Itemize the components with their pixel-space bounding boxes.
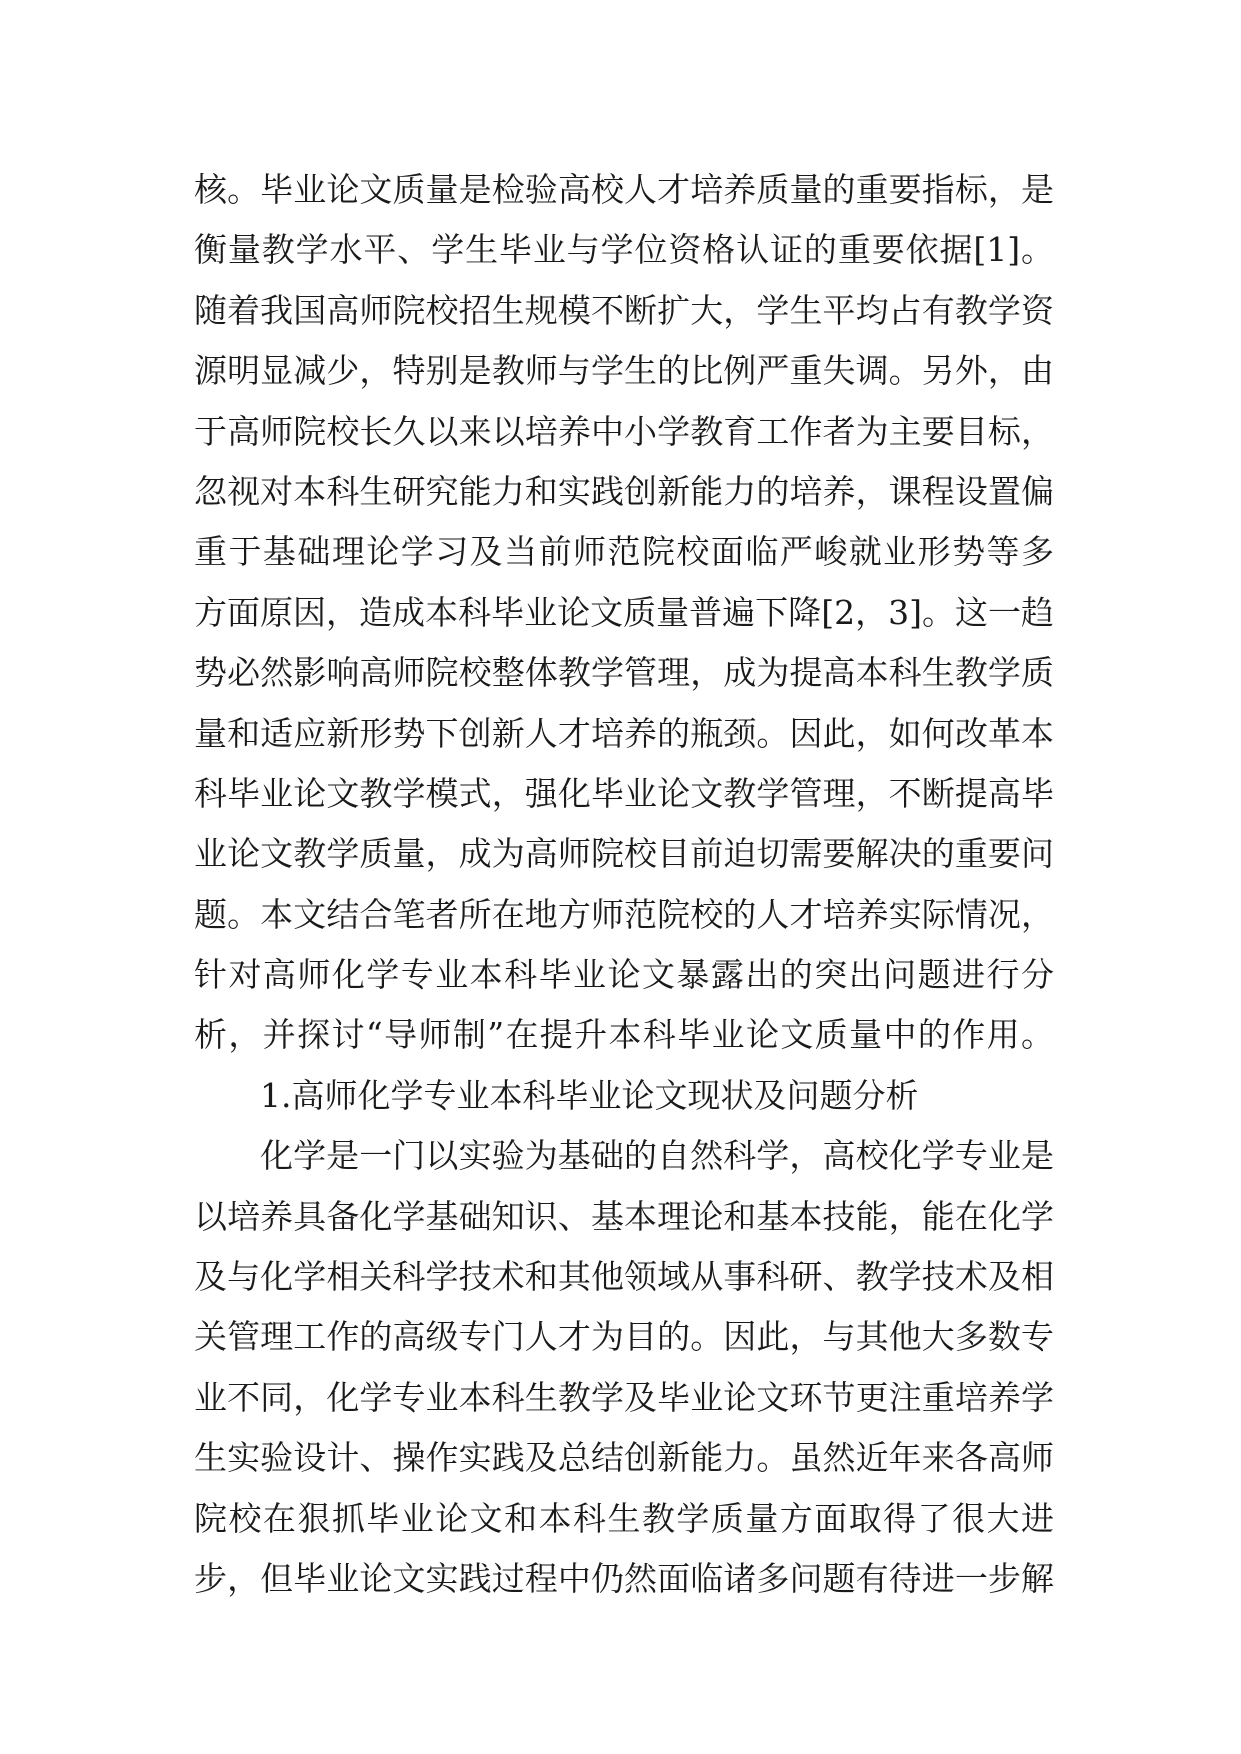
text-line: 业不同，化学专业本科生教学及毕业论文环节更注重培养学 bbox=[194, 1377, 1054, 1417]
text-line: 针对高师化学专业本科毕业论文暴露出的突出问题进行分 bbox=[194, 955, 1054, 995]
text-line: 以培养具备化学基础知识、基本理论和基本技能，能在化学 bbox=[194, 1196, 1054, 1236]
text-line: 科毕业论文教学模式，强化毕业论文教学管理，不断提高毕 bbox=[194, 773, 1054, 813]
text-line: 方面原因，造成本科毕业论文质量普遍下降[2，3]。这一趋 bbox=[194, 592, 1054, 632]
text-line: 量和适应新形势下创新人才培养的瓶颈。因此，如何改革本 bbox=[194, 713, 1054, 753]
text-line: 势必然影响高师院校整体教学管理，成为提高本科生教学质 bbox=[194, 653, 1054, 693]
text-line: 业论文教学质量，成为高师院校目前迫切需要解决的重要问 bbox=[194, 834, 1054, 874]
section-heading: 1.高师化学专业本科毕业论文现状及问题分析 bbox=[260, 1075, 919, 1115]
text-line: 于高师院校长久以来以培养中小学教育工作者为主要目标， bbox=[194, 411, 1054, 451]
body-text bbox=[194, 160, 1054, 1609]
text-line: 源明显减少，特别是教师与学生的比例严重失调。另外，由 bbox=[194, 351, 1054, 391]
text-line: 生实验设计、操作实践及总结创新能力。虽然近年来各高师 bbox=[194, 1438, 1054, 1478]
text-line: 忽视对本科生研究能力和实践创新能力的培养，课程设置偏 bbox=[194, 471, 1054, 511]
text-line: 题。本文结合笔者所在地方师范院校的人才培养实际情况， bbox=[194, 894, 1054, 934]
text-line: 核。毕业论文质量是检验高校人才培养质量的重要指标，是 bbox=[194, 170, 1054, 209]
text-line: 及与化学相关科学技术和其他领域从事科研、教学技术及相 bbox=[194, 1257, 1054, 1297]
text-line: 重于基础理论学习及当前师范院校面临严峻就业形势等多 bbox=[194, 532, 1054, 572]
text-line: 析，并探讨“导师制”在提升本科毕业论文质量中的作用。 bbox=[194, 1015, 1054, 1055]
text-line: 化学是一门以实验为基础的自然科学，高校化学专业是 bbox=[260, 1136, 1054, 1176]
text-line: 步，但毕业论文实践过程中仍然面临诸多问题有待进一步解 bbox=[194, 1558, 1054, 1598]
text-line: 关管理工作的高级专门人才为目的。因此，与其他大多数专 bbox=[194, 1317, 1054, 1357]
text-line: 院校在狠抓毕业论文和本科生教学质量方面取得了很大进 bbox=[194, 1498, 1054, 1538]
text-line: 衡量教学水平、学生毕业与学位资格认证的重要依据[1]。 bbox=[194, 230, 1054, 270]
text-line: 随着我国高师院校招生规模不断扩大，学生平均占有教学资 bbox=[194, 290, 1054, 330]
